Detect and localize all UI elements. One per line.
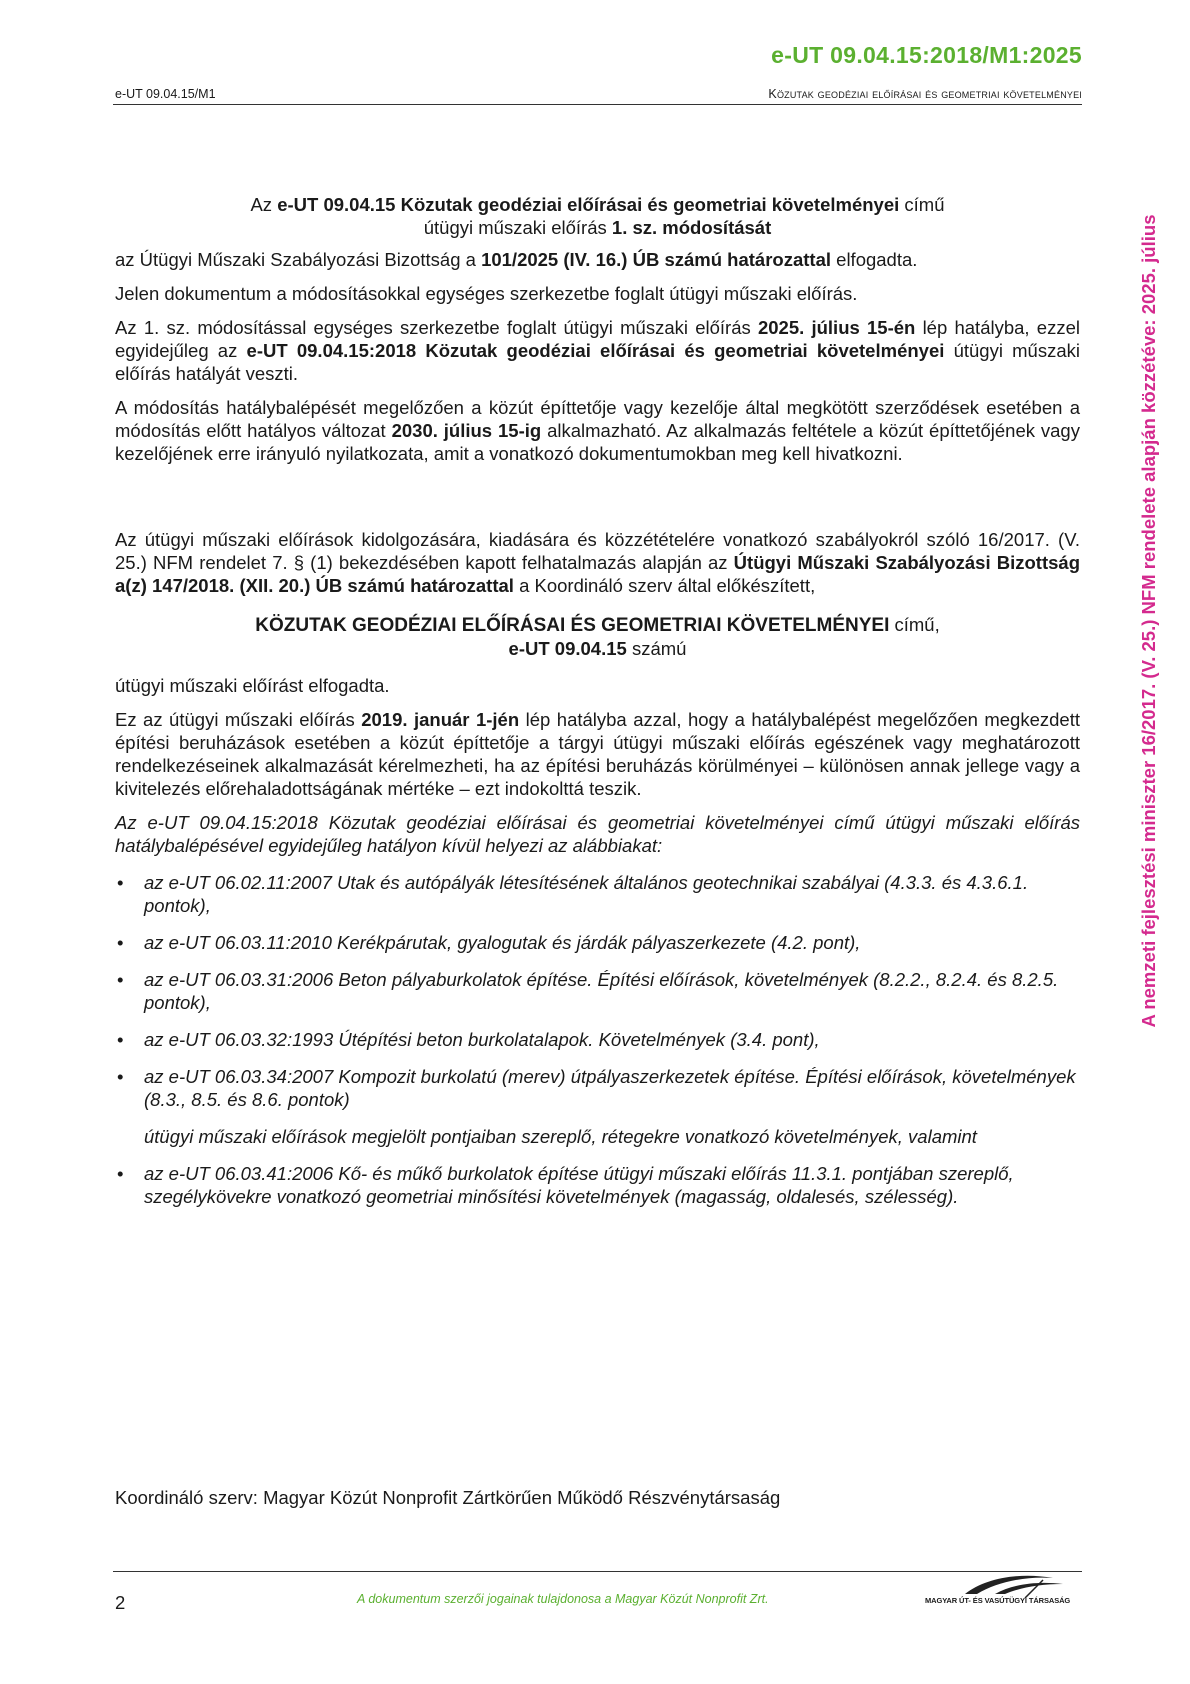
authorization-paragraph: Az útügyi műszaki előírások kidolgozására, kiadására és közzétételére vonatkozó szabályokról szóló 16/2017. (V. 25.) NFM rendelet 7. § (1) bekezdésében kapott felhatalmazás alapján az Útügyi Műszaki Szabályozási Bizottság a(z) 147/2018. (XII. 20.) ÚB számú határozattal a Koordináló szerv által előkészített, — [115, 529, 1080, 596]
footer-copyright: A dokumentum szerzői jogainak tulajdonosa a Magyar Közút Nonprofit Zrt. — [357, 1592, 769, 1606]
list-item: • az e-UT 06.03.32:1993 Útépítési beton burkolatalapok. Követelmények (3.4. pont), — [117, 1029, 820, 1050]
regulation-title: KÖZUTAK GEODÉZIAI ELŐÍRÁSAI ÉS GEOMETRIAI KÖVETELMÉNYEI című, e-UT 09.04.15 számú — [255, 614, 940, 659]
repeal-intro: Az e-UT 09.04.15:2018 Közutak geodéziai előírásai és geometriai követelményei című útügyi műszaki előírás hatálybalépésével egyidejűleg hatályon kívül helyezi az alábbiakat: — [115, 812, 1080, 856]
logo-swoosh-icon — [925, 1572, 1085, 1598]
header-right: Közutak geodéziai előírásai és geometriai követelményei — [768, 87, 1082, 101]
amendment-title: Az e-UT 09.04.15 Közutak geodéziai előírásai és geometriai követelményei című útügyi műszaki előírás 1. sz. módosítását — [250, 194, 945, 238]
list-sub-note: útügyi műszaki előírások megjelölt pontjaiban szereplő, rétegekre vonatkozó követelmények, valamint — [144, 1126, 977, 1147]
list-item: • az e-UT 06.03.41:2006 Kő- és műkő burkolatok építése útügyi műszaki előírás 11.3.1. pontjában szereplő, szegélykövekre vonatkozó geometriai minősítési követelmények (magasság, oldalesés, szélesség). — [117, 1163, 1014, 1207]
page-number: 2 — [115, 1592, 126, 1613]
bullet-icon: • — [117, 932, 124, 953]
page-content — [115, 193, 1080, 1222]
list-item: • az e-UT 06.02.11:2007 Utak és autópályák létesítésének általános geotechnikai szabályai (4.3.3. és 4.3.6.1. pontok), — [117, 872, 1029, 916]
section-spacer — [115, 476, 1080, 528]
header-left: e-UT 09.04.15/M1 — [115, 87, 216, 101]
header-divider — [113, 104, 1082, 105]
list-item: • az e-UT 06.03.34:2007 Kompozit burkolatú (merev) útpályaszerkezetek építése. Építési előírások, követelmények (8.3., 8.5. és 8.6. pontok) — [117, 1066, 1076, 1110]
list-item: • az e-UT 06.03.31:2006 Beton pályaburkolatok építése. Építési előírások, követelmények (8.2.2., 8.2.4. és 8.2.5. pontok), — [117, 969, 1059, 1013]
bullet-icon: • — [117, 1163, 124, 1184]
effective-date-paragraph: Az 1. sz. módosítással egységes szerkezetbe foglalt útügyi műszaki előírás 2025. július 15-én lép hatályba, ezzel egyidejűleg az e-UT 09.04.15:2018 Közutak geodéziai előírásai és geometriai követelményei útügyi műszaki előírás hatályát veszti. — [115, 317, 1080, 384]
bullet-icon: • — [117, 969, 124, 990]
bullet-icon: • — [117, 872, 124, 893]
document-code: e-UT 09.04.15:2018/M1:2025 — [771, 42, 1082, 68]
list-item: • az e-UT 06.03.11:2010 Kerékpárutak, gyalogutak és járdák pályaszerkezete (4.2. pont), — [117, 932, 861, 953]
repealed-list-continued — [115, 1162, 1080, 1208]
repealed-list — [115, 871, 1080, 1111]
logo-text: MAGYAR ÚT- ÉS VASÚTÜGYI TÁRSASÁG — [925, 1596, 1071, 1605]
adoption-paragraph: az Útügyi Műszaki Szabályozási Bizottság a 101/2025 (IV. 16.) ÚB számú határozattal elfogadta. — [115, 249, 918, 270]
bullet-icon: • — [117, 1066, 124, 1087]
society-logo — [925, 1572, 1085, 1612]
transition-paragraph: A módosítás hatálybalépését megelőzően a közút építtetője vagy kezelője által megkötött szerződések esetében a módosítás előtt hatályos változat 2030. július 15-ig alkalmazható. Az alkalmazás feltétele a közút építtetőjének vagy kezelőjének erre irányuló nyilatkozata, amit a vonatkozó dokumentumokban meg kell hivatkozni. — [115, 397, 1080, 464]
bullet-icon: • — [117, 1029, 124, 1050]
entry-into-force-paragraph: Ez az útügyi műszaki előírás 2019. január 1-jén lép hatályba azzal, hogy a hatálybalépést megelőzően megkezdett építési beruházások esetében a közút építtetője a tárgyi útügyi műszaki előírás egészének vagy meghatározott rendelkezéseinek alkalmazását kérelmezheti, ha az építési beruházás körülményei – különösen annak jellege vagy a kivitelezés előrehaladottságának mértéke – ezt indokolttá teszik. — [115, 709, 1080, 799]
adopted-paragraph: útügyi műszaki előírást elfogadta. — [115, 675, 390, 696]
coordinating-body: Koordináló szerv: Magyar Közút Nonprofit Zártkörűen Működő Részvénytársaság — [115, 1487, 781, 1508]
consolidation-paragraph: Jelen dokumentum a módosításokkal egységes szerkezetbe foglalt útügyi műszaki előírás. — [115, 283, 858, 304]
side-publication-note: A nemzeti fejlesztési miniszter 16/2017. (V. 25.) NFM rendelete alapján közzétéve: 2025. július — [1138, 214, 1159, 1028]
